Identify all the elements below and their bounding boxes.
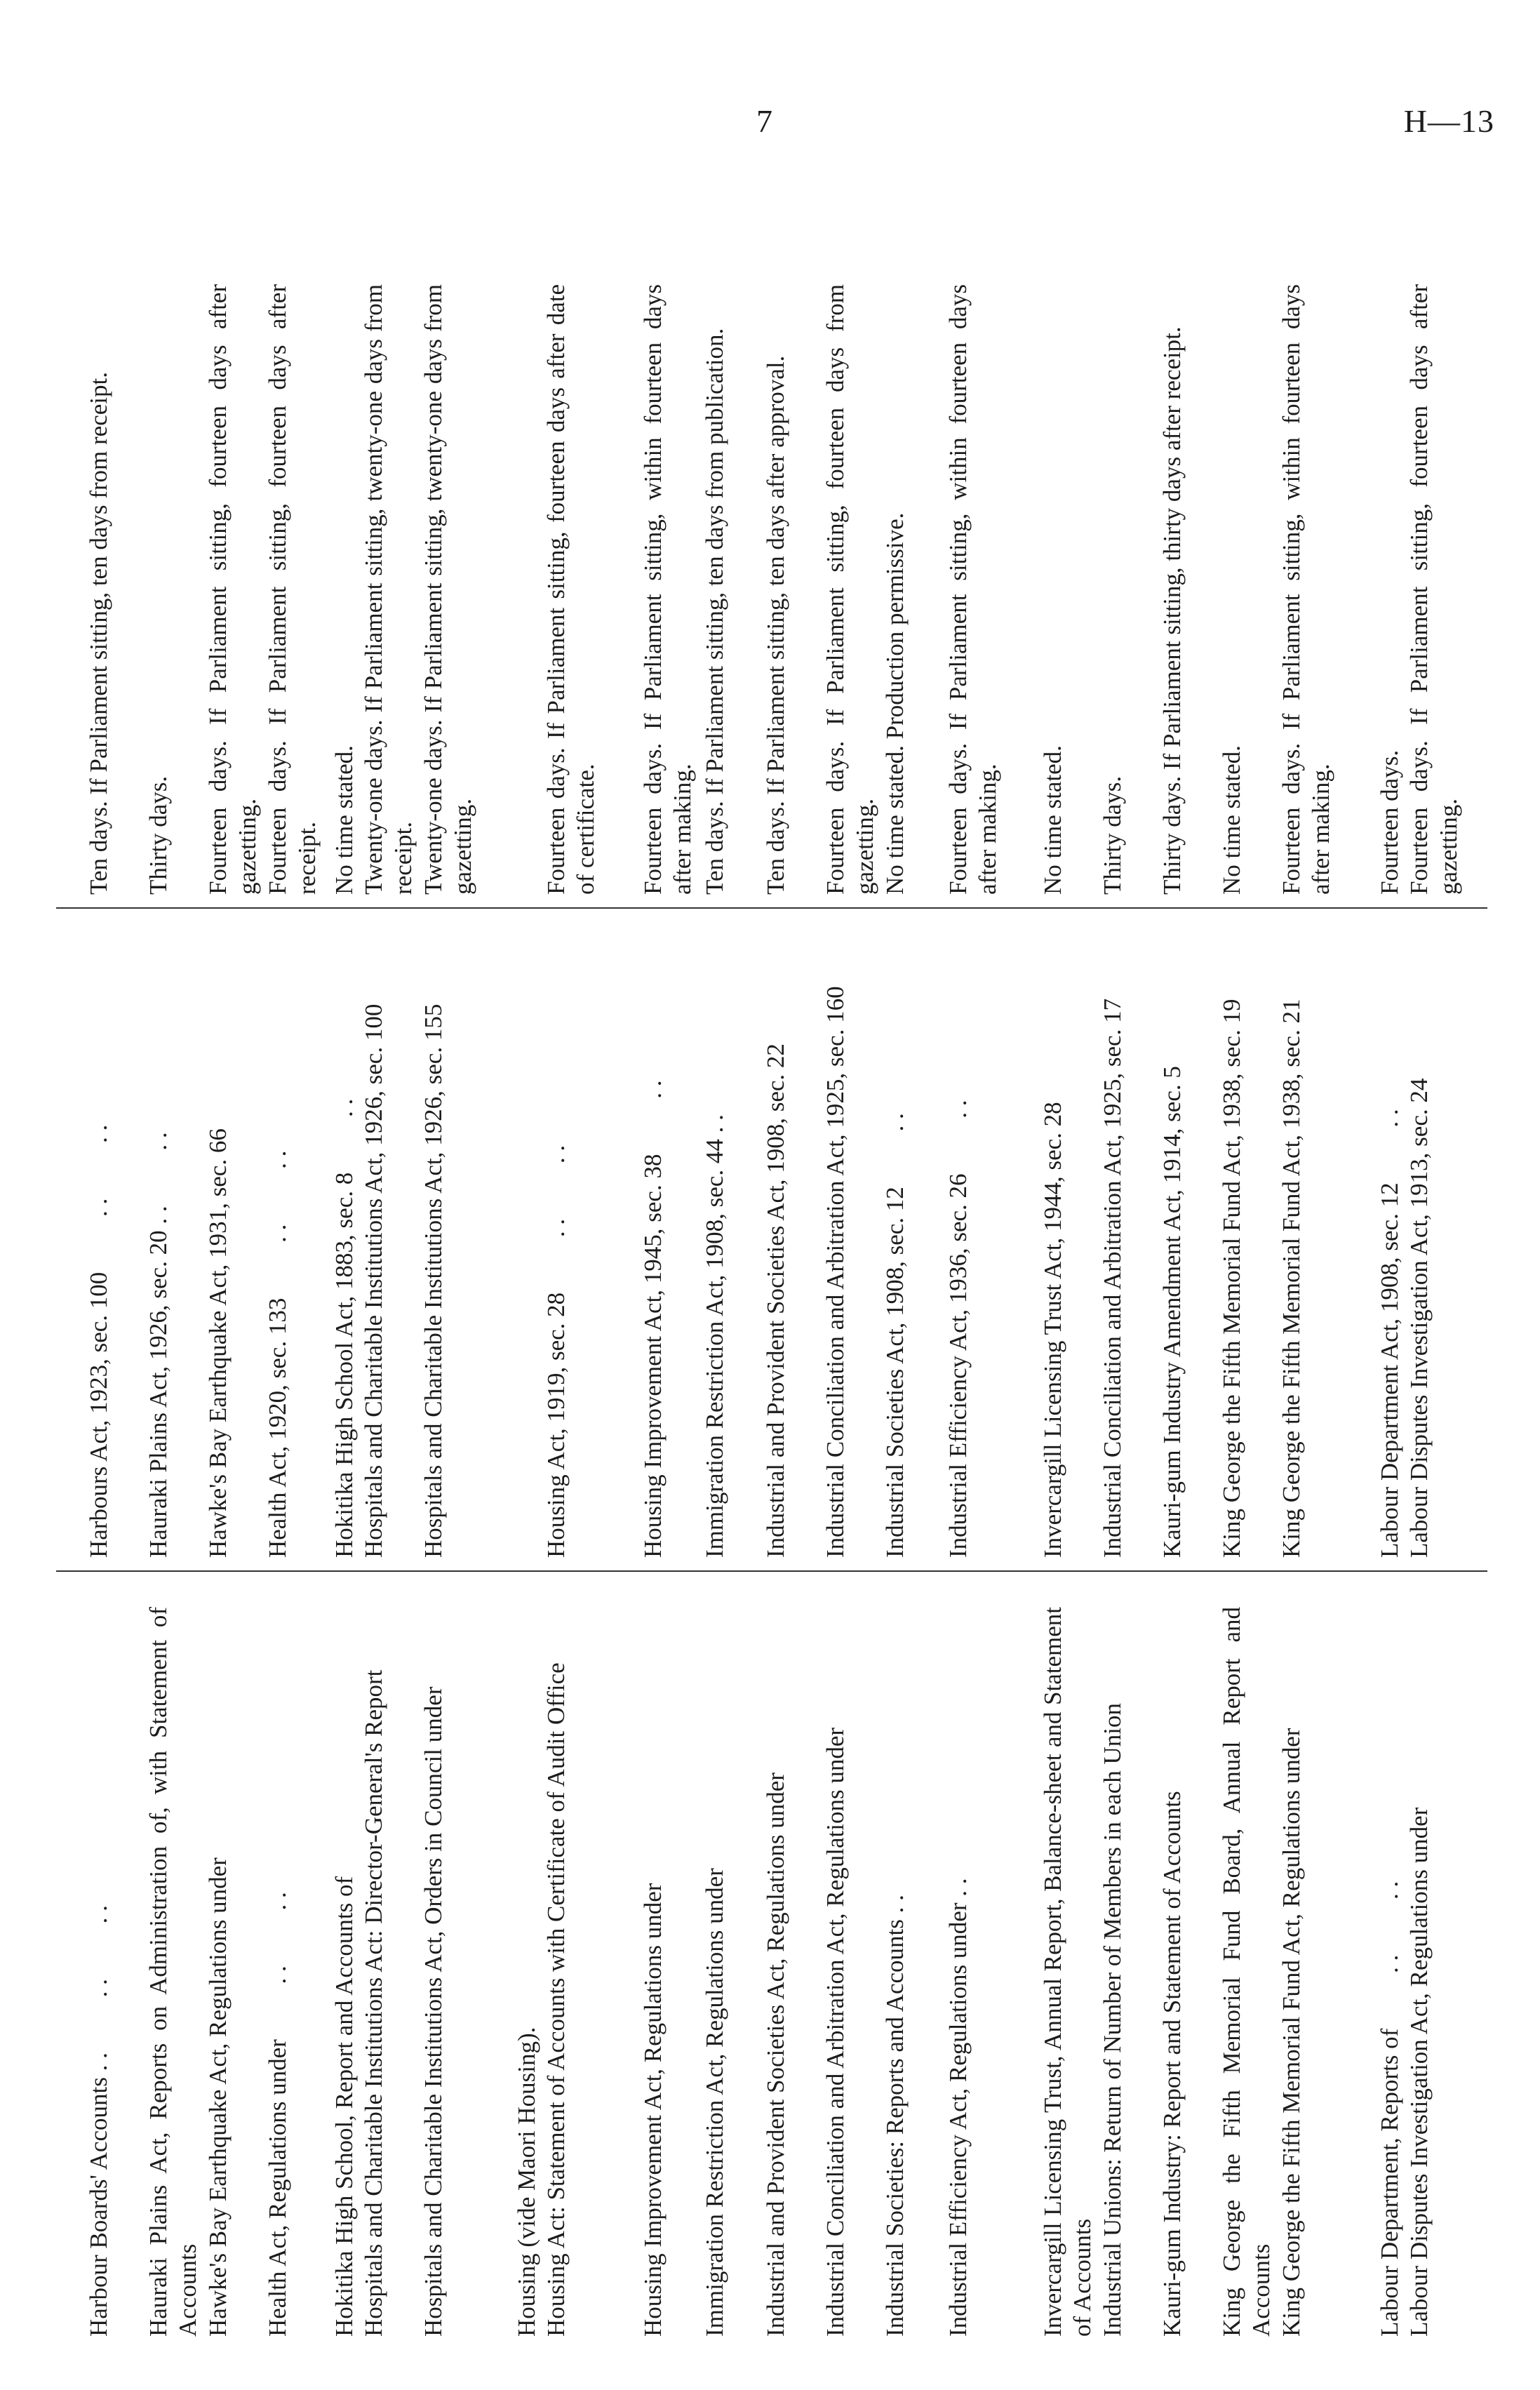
period-cell: Thirty days. (1099, 775, 1126, 895)
authority-cell: Industrial and Provident Societies Act, 1908, sec. 22 (762, 1043, 789, 1558)
subject-cell: Labour Disputes Investigation Act, Regulations under (1405, 1807, 1433, 2337)
authority-cell: Industrial Conciliation and Arbitration Act, 1925, sec. 17 (1099, 998, 1126, 1558)
authority-cell: Industrial Efficiency Act, 1936, sec. 26 . . (944, 1100, 972, 1558)
authority-cell: Harbours Act, 1923, sec. 100 . . . . (85, 1124, 112, 1558)
period-cell: Ten days. If Parliament sitting, ten days from receipt. (85, 372, 112, 895)
subject-cell: Industrial Efficiency Act, Regulations under . . (944, 1878, 972, 2337)
period-cell: Twenty-one days. If Parliament sitting, twenty-one days from gazetting. (420, 278, 476, 895)
document-reference: H—13 (1403, 103, 1494, 139)
subject-cell: Immigration Restriction Act, Regulations under (701, 1868, 728, 2337)
period-cell: Twenty-one days. If Parliament sitting, twenty-one days from receipt. (360, 278, 417, 895)
period-cell: Fourteen days. If Parliament sitting, within fourteen days after making. (639, 278, 696, 895)
period-cell: Fourteen days. If Parliament sitting, within fourteen days after making. (944, 278, 1001, 895)
subject-cell: Hospitals and Charitable Institutions Act: Director-General's Report (360, 1669, 387, 2337)
rotated-table-region (56, 267, 1487, 2337)
period-cell: Fourteen days. If Parliament sitting, fourteen days after date of certificate. (542, 278, 599, 895)
subject-cell: Health Act, Regulations under . . . . (264, 1892, 291, 2337)
subject-cell: Hauraki Plains Act, Reports on Administration of, with Statement of Accounts (145, 1602, 201, 2337)
authority-cell: Industrial Societies Act, 1908, sec. 12 . . (881, 1113, 909, 1558)
authority-cell: Industrial Conciliation and Arbitration Act, 1925, sec. 160 (822, 986, 849, 1558)
period-cell: Ten days. If Parliament sitting, ten days from publication. (701, 328, 728, 895)
period-cell: Fourteen days. If Parliament sitting, fourteen days from gazetting. (822, 278, 878, 895)
subject-cell: King George the Fifth Memorial Fund Act, Regulations under (1278, 1728, 1305, 2337)
authority-cell: Invercargill Licensing Trust Act, 1944, sec. 28 (1039, 1102, 1066, 1558)
authority-cell: Hospitals and Charitable Institutions Act, 1926, sec. 100 (360, 1003, 387, 1558)
column-divider (56, 907, 1487, 909)
authority-cell: King George the Fifth Memorial Fund Act, 1938, sec. 21 (1278, 999, 1305, 1558)
subject-cell: Kauri-gum Industry: Report and Statement of Accounts (1158, 1791, 1186, 2337)
subject-cell: Housing (vide Maori Housing). (513, 2027, 540, 2337)
period-cell: No time stated. Production permissive. (881, 512, 909, 895)
subject-cell: Harbour Boards' Accounts . . . . . . (85, 1905, 112, 2337)
period-cell: Fourteen days. If Parliament sitting, within fourteen days after making. (1278, 278, 1334, 895)
period-cell: Fourteen days. If Parliament sitting, fourteen days after gazetting. (204, 278, 261, 895)
authority-cell: Hospitals and Charitable Institutions Act, 1926, sec. 155 (420, 1003, 447, 1558)
subject-cell: Labour Department, Reports of . . . . (1376, 1881, 1403, 2337)
subject-cell: Housing Act: Statement of Accounts with Certificate of Audit Office (542, 1662, 570, 2337)
subject-cell: Industrial Conciliation and Arbitration Act, Regulations under (822, 1727, 849, 2337)
subject-cell: Hawke's Bay Earthquake Act, Regulations under (204, 1857, 232, 2337)
period-cell: Thirty days. If Parliament sitting, thirty days after receipt. (1158, 326, 1186, 895)
subject-cell: Industrial Unions: Return of Number of Members in each Union (1099, 1702, 1126, 2337)
authority-cell: Kauri-gum Industry Amendment Act, 1914, sec. 5 (1158, 1066, 1186, 1558)
subject-cell: Invercargill Licensing Trust, Annual Report, Balance-sheet and Statement of Accounts (1039, 1601, 1096, 2337)
papers-table (56, 267, 1487, 2337)
period-cell: No time stated. (330, 745, 358, 895)
authority-cell: Housing Act, 1919, sec. 28 . . . . (542, 1144, 570, 1558)
subject-cell: Industrial Societies: Reports and Accounts . . (881, 1895, 909, 2337)
subject-cell: Hokitika High School, Report and Accounts of (330, 1876, 358, 2337)
authority-cell: Hawke's Bay Earthquake Act, 1931, sec. 66 (204, 1128, 232, 1558)
period-cell: No time stated. (1218, 745, 1245, 895)
authority-cell: Labour Department Act, 1908, sec. 12 . . (1376, 1109, 1403, 1558)
authority-cell: King George the Fifth Memorial Fund Act, 1938, sec. 19 (1218, 999, 1245, 1558)
period-cell: No time stated. (1039, 745, 1066, 895)
authority-cell: Immigration Restriction Act, 1908, sec. 44 . . (701, 1114, 728, 1558)
subject-cell: Hospitals and Charitable Institutions Act, Orders in Council under (420, 1686, 447, 2337)
column-divider (56, 1570, 1487, 1572)
page-number: 7 (756, 103, 773, 139)
period-cell: Fourteen days. If Parliament sitting, fourteen days after receipt. (264, 278, 321, 895)
period-cell: Fourteen days. (1376, 749, 1403, 895)
authority-cell: Housing Improvement Act, 1945, sec. 38 . . (639, 1080, 667, 1558)
subject-cell: King George the Fifth Memorial Fund Board, Annual Report and Accounts (1218, 1602, 1275, 2337)
period-cell: Ten days. If Parliament sitting, ten days after approval. (762, 355, 789, 895)
period-cell: Fourteen days. If Parliament sitting, fourteen days after gazetting. (1405, 278, 1462, 895)
authority-cell: Hauraki Plains Act, 1926, sec. 20 . . . . (145, 1132, 172, 1558)
period-cell: Thirty days. (145, 775, 172, 895)
subject-cell: Housing Improvement Act, Regulations under (639, 1883, 667, 2337)
authority-cell: Labour Disputes Investigation Act, 1913, sec. 24 (1405, 1078, 1433, 1558)
authority-cell: Health Act, 1920, sec. 133 . . . . (264, 1150, 291, 1558)
authority-cell: Hokitika High School Act, 1883, sec. 8 . . (330, 1098, 358, 1558)
subject-cell: Industrial and Provident Societies Act, Regulations under (762, 1773, 789, 2337)
